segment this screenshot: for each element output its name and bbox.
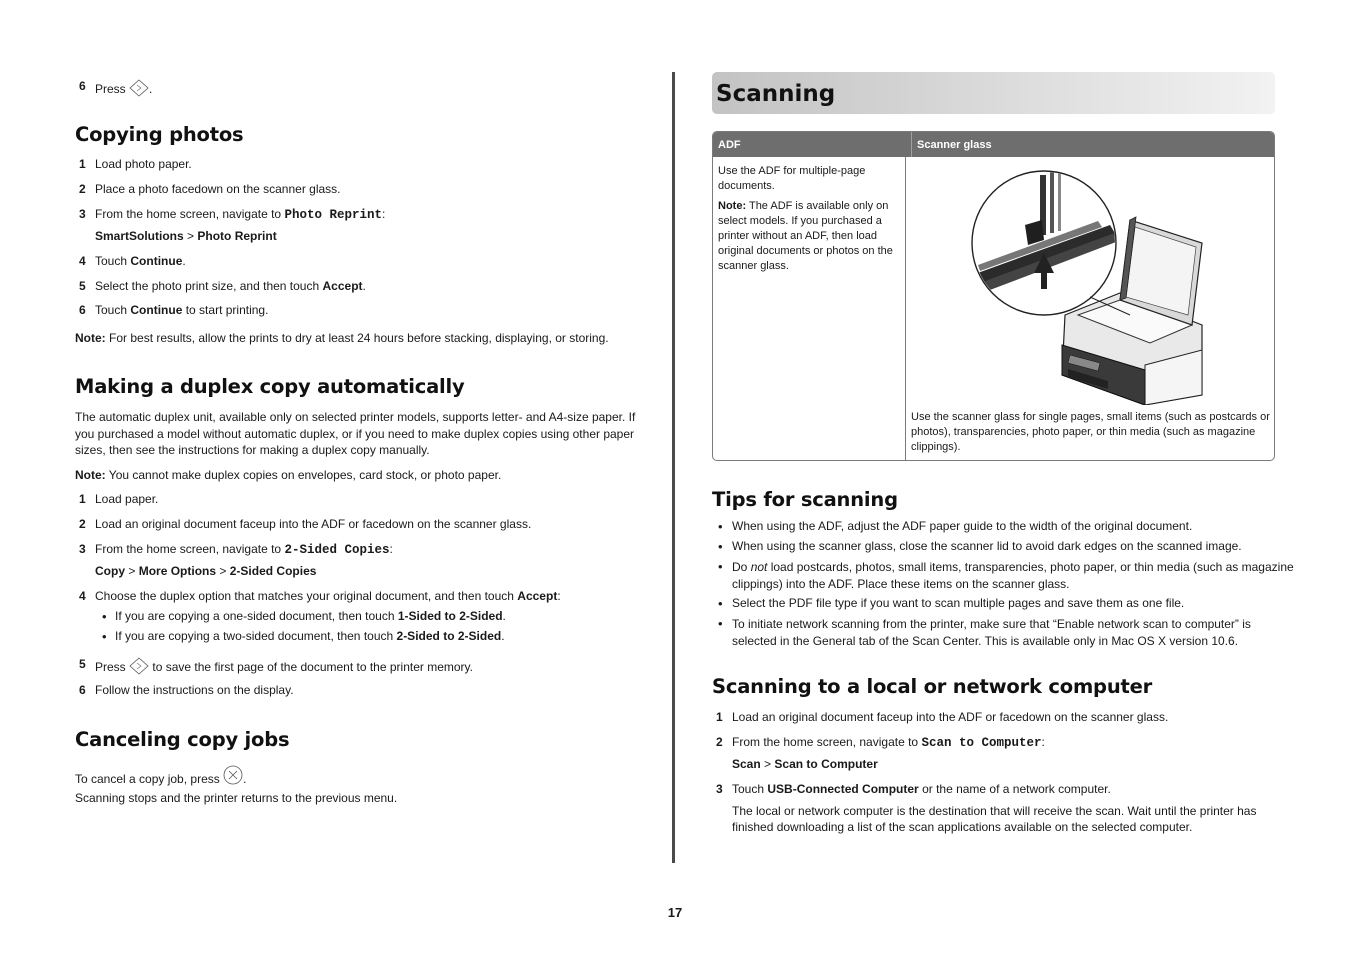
- glass-caption: Use the scanner glass for single pages, small items (such as postcards or photos), transparencies, photo paper, or thin media (such as magazine clippings).: [911, 411, 1270, 453]
- adf-vs-glass-table: [712, 131, 1275, 461]
- list-item: 1 Load an original document faceup into the ADF or facedown on the scanner glass.: [716, 710, 1169, 724]
- list-item: 5 Press to save the first page of the document to the printer memory.: [75, 657, 660, 679]
- list-item: 6 Touch Continue to start printing.: [79, 303, 269, 317]
- copying-photos-heading: Copying photos: [75, 123, 244, 146]
- list-item: 2 From the home screen, navigate to Scan to Computer: Scan > Scan to Computer: [712, 735, 1295, 772]
- sub-bullet: • If you are copying a one-sided document, then touch 1-Sided to 2-Sided.: [95, 609, 660, 624]
- list-item: • To initiate network scanning from the printer, make sure that “Enable network scan to computer” is selected in the General tab of the Scan Center. This is available only in Mac OS X version 10.6.: [712, 616, 1295, 649]
- cancel-result: Scanning stops and the printer returns to the previous menu.: [75, 791, 398, 805]
- menu-path: SmartSolutions > Photo Reprint: [95, 229, 277, 243]
- menu-path: Scan > Scan to Computer: [732, 757, 878, 771]
- start-diamond-icon: [129, 657, 149, 679]
- table-header: [713, 132, 1274, 157]
- step-number: 6: [79, 79, 86, 93]
- list-item: 3 From the home screen, navigate to 2-Sided Copies: Copy > More Options > 2-Sided Copies: [75, 542, 660, 579]
- page-number: 17: [667, 905, 683, 920]
- duplex-heading: Making a duplex copy automatically: [75, 375, 465, 398]
- glass-cell: [906, 157, 1274, 460]
- list-item: 2 Place a photo facedown on the scanner glass.: [79, 182, 341, 196]
- list-item: 6 Follow the instructions on the display.: [79, 683, 294, 697]
- column-header-glass: Scanner glass: [917, 139, 992, 151]
- list-item: • Select the PDF file type if you want to scan multiple pages and save them as one file.: [712, 596, 1295, 611]
- list-item: 1 Load photo paper.: [79, 157, 192, 171]
- cancel-heading: Canceling copy jobs: [75, 728, 290, 751]
- right-column: [712, 72, 1294, 834]
- duplex-intro: The automatic duplex unit, available only on selected printer models, supports letter- and A4-size paper. If you purchased a model without automatic duplex, or if you need to make duplex copies using other paper sizes, then see the instructions for making a duplex copy manually.: [75, 410, 636, 457]
- list-item: 2 Load an original document faceup into the ADF or facedown on the scanner glass.: [79, 517, 532, 531]
- note: Note: You cannot make duplex copies on envelopes, card stock, or photo paper.: [75, 468, 502, 482]
- step-detail: The local or network computer is the destination that will receive the scan. Wait until the printer has finished downloading a list of the scan applications available on the selected computer.: [732, 804, 1257, 834]
- scanner-illustration: [970, 165, 1210, 405]
- start-diamond-icon: [129, 79, 149, 101]
- column-divider: [672, 72, 675, 863]
- note: Note: For best results, allow the prints to dry at least 24 hours before stacking, displaying, or storing.: [75, 331, 609, 345]
- column-header-adf: ADF: [713, 132, 912, 157]
- list-item: 4 Choose the duplex option that matches your original document, and then touch Accept: • If you are copying a one-sided document, then touch 1-Sided to 2-Sided. • If you are copying a two-sided document, then touch 2-Sided to 2-Sided.: [75, 589, 660, 644]
- tips-heading: Tips for scanning: [712, 488, 898, 511]
- section-title-bar: [712, 72, 1275, 114]
- list-item: • When using the ADF, adjust the ADF paper guide to the width of the original document.: [712, 519, 1295, 534]
- list-item: 3 From the home screen, navigate to Photo Reprint: SmartSolutions > Photo Reprint: [75, 207, 660, 244]
- page-title: Scanning: [716, 81, 836, 107]
- list-item: 5 Select the photo print size, and then touch Accept.: [79, 279, 366, 293]
- press-step: 6 Press .: [75, 79, 660, 101]
- list-item: • Do not load postcards, photos, small items, transparencies, photo paper, or thin media (such as magazine clippings) into the ADF. Place these items on the scanner glass.: [712, 559, 1295, 592]
- cancel-paragraph: To cancel a copy job, press .: [75, 765, 640, 789]
- network-heading: Scanning to a local or network computer: [712, 675, 1153, 698]
- list-item: 1 Load paper.: [79, 492, 159, 506]
- cancel-x-icon: [223, 765, 243, 789]
- list-item: 4 Touch Continue.: [79, 254, 186, 268]
- list-item: • When using the scanner glass, close the scanner lid to avoid dark edges on the scanned image.: [712, 539, 1295, 554]
- menu-path: Copy > More Options > 2-Sided Copies: [95, 564, 317, 578]
- sub-bullet: • If you are copying a two-sided document, then touch 2-Sided to 2-Sided.: [95, 629, 660, 644]
- adf-cell: Use the ADF for multiple-page documents. Note: The ADF is available only on select models. If you purchased a printer without an ADF, then load original documents or photos on the scanner glass.: [713, 157, 906, 460]
- list-item: 3 Touch USB-Connected Computer or the name of a network computer. The local or network computer is the destination that will receive the scan. Wait until the printer has finished downloading a list of the scan applications available on the selected computer.: [712, 782, 1295, 835]
- table-row: [713, 157, 1274, 460]
